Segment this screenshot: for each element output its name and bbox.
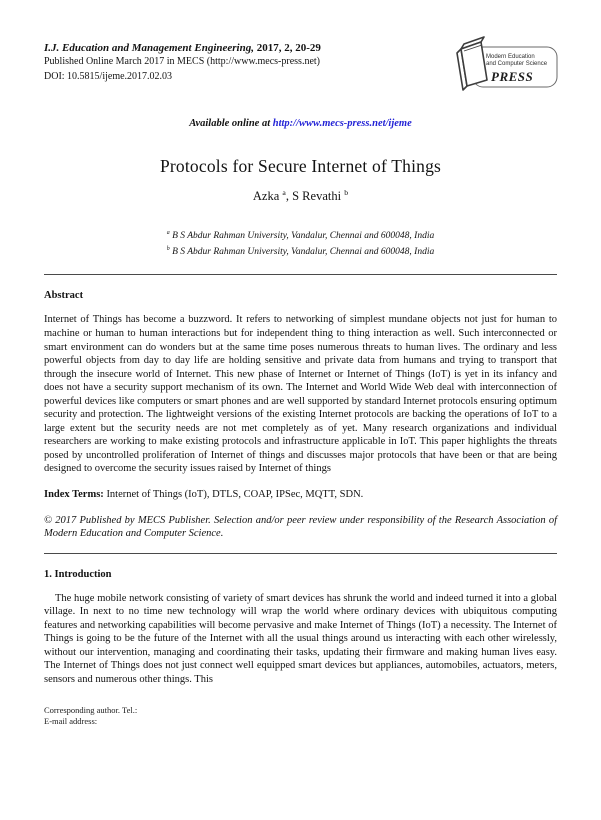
available-online-line (44, 118, 557, 129)
abstract-heading: Abstract (44, 290, 84, 302)
journal-header-left (44, 42, 321, 84)
mecs-press-logo (445, 34, 563, 94)
affiliation-b (44, 243, 557, 259)
author-1: Azka (252, 189, 280, 204)
logo-press-text: PRESS (491, 69, 534, 84)
author-2: S Revathi (292, 189, 342, 204)
index-terms-label: Index Terms: (44, 489, 104, 501)
affiliation-a-text: B S Abdur Rahman University, Vandalur, Chennai and 600048, India (169, 231, 435, 242)
affiliation-b-text: B S Abdur Rahman University, Vandalur, Chennai and 600048, India (169, 247, 435, 258)
paper-title: Protocols for Secure Internet of Things (159, 156, 442, 176)
footnote-email: E-mail address: (44, 716, 98, 726)
author-2-affiliation-mark: b (344, 188, 349, 197)
abstract-text: Internet of Things has become a buzzword. It refers to networking of simplest mundane objects not just for human to machine or human to human interactions but for independent thing to thing interaction as well. Such interconnected or smart environment can do wonders but at the same time poses numerous threats to human lives. The ordinary and less powerful objects from day to day life are holding sensitive and private data from humans and trying to transport that through the insecure world of Internet. This new phase of Internet or Internet of Things (IoT) is yet in its infancy and does not have a security support mechanism of its own. The Internet and World Wide Web deal with interconnection of powerful devices like computers or smart phones and are well supported by standard Internet protocols ensuring optimum security and protection. The lightweight versions of the existing Internet protocols are backing the operations of IoT to a large extent but the security needs are not met completely as of yet. Many research organizations and individual researchers are working to make existing protocols and infrastructure applicable in IoT. This paper highlights the threats posed by uncontrolled proliferation of Internet of things and discusses major protocols that have been or that are being designed to overcome the security issues raised by Internet of things (44, 314, 557, 475)
mecs-logo-graphic (445, 34, 563, 94)
copyright-notice: © 2017 Published by MECS Publisher. Selection and/or peer review under responsibility of the Research Association of Modern Education and Computer Science. (44, 514, 557, 540)
published-line: Published Online March 2017 in MECS (http://www.mecs-press.net) (44, 56, 320, 67)
author-separator: , (285, 189, 293, 204)
divider-above-introduction (44, 553, 557, 554)
footnote-tel: Corresponding author. Tel.: (44, 704, 138, 715)
introduction-heading: 1. Introduction (44, 568, 112, 580)
index-terms-line (44, 488, 557, 502)
affiliations (44, 227, 557, 259)
journal-title-line (44, 42, 321, 54)
author-1-affiliation-mark: a (282, 188, 286, 197)
available-online-prefix: Available online at (189, 118, 273, 129)
corresponding-author-footnote (44, 705, 557, 728)
divider-above-abstract (44, 274, 557, 275)
author-line (44, 188, 557, 204)
doi-line: DOI: 10.5815/ijeme.2017.02.03 (44, 71, 173, 82)
affiliation-a-mark: a (166, 230, 170, 237)
logo-name-line2: and Computer Science (486, 61, 548, 67)
book-icon (457, 37, 487, 90)
logo-name-line1: Modern Education (486, 54, 535, 60)
journal-header (44, 42, 557, 94)
affiliation-b-mark: b (166, 246, 170, 253)
journal-name: I.J. Education and Management Engineering, (44, 42, 254, 54)
journal-url-link[interactable]: http://www.mecs-press.net/ijeme (272, 118, 412, 129)
introduction-text: The huge mobile network consisting of variety of smart devices has shrunk the world and indeed turned it into a global village. In next to no time new technology will wrap the world where ordinary devices with ubiquitous computing features and networking capabilities will become pervasive and make Internet of Things (IoT) a necessity. The Internet of Things is going to be the future of the Internet with all the usual things around us interacting with each other wirelessly, without our intervention, managing and coordinating their tasks, updating their firmware and making human lives easy. The Internet of Things does not just connect well equipped smart devices but appliances, automobiles, actuators, meters, sensors and numerous other things. This (44, 592, 557, 685)
index-terms-list: Internet of Things (IoT), DTLS, COAP, IPSec, MQTT, SDN. (103, 489, 364, 501)
journal-issue: 2017, 2, 20-29 (253, 42, 321, 54)
affiliation-a (44, 227, 557, 243)
